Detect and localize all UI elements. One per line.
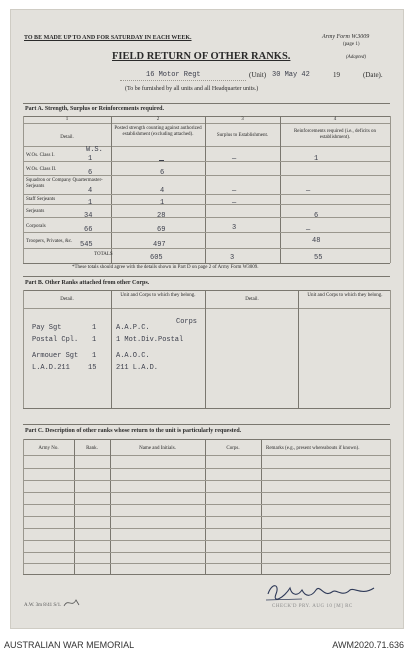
entry-unit-postal-cpl: 1 Mot.Div.Postal [116, 336, 184, 344]
corps-note: Corps [176, 318, 198, 326]
reinforcements-corporals: — [306, 226, 311, 234]
row-label-troopers: Troopers, Privates, &c. [26, 239, 73, 244]
entry-detail-postal-cpl: Postal Cpl. [32, 336, 79, 344]
row-label-staff-sjt: Staff Serjeants [26, 197, 56, 202]
form-subtitle: (To be furnished by all units and all Headquarter units.) [125, 86, 259, 92]
reinforcements-cqms: — [306, 187, 311, 195]
date-year: 19 [333, 71, 340, 79]
posted-value-troopers: 545 [80, 241, 93, 249]
col-header-detail: Detail. [60, 135, 74, 140]
posted-value-wo2: 6 [88, 169, 93, 177]
reinforcements-wo1: 1 [314, 155, 319, 163]
totals-note: *These totals should agree with the details shown in Part D on page 2 of Army Form W3009. [72, 265, 259, 270]
form-page: (page 1) [343, 42, 360, 47]
strength-troopers: 497 [153, 241, 166, 249]
entry-count-lad: 15 [88, 364, 97, 372]
unit-label: (Unit) [249, 71, 267, 79]
check-stamp: CHECK'D PRY. AUG 10 [M] RC [272, 604, 353, 609]
surplus-wo1: — [232, 155, 237, 163]
footer-accession: AWM2020.71.636 [332, 640, 404, 650]
posted-value-corporals: 66 [84, 226, 93, 234]
part-c-col-army-no: Army No. [38, 446, 59, 451]
totals-reinforcements: 55 [314, 254, 323, 262]
totals-surplus: 3 [230, 254, 235, 262]
entry-unit-pay-sgt: A.A.P.C. [116, 324, 150, 332]
posted-value-serjeants: 34 [84, 212, 93, 220]
strength-wo2: 6 [160, 169, 165, 177]
col-number-2: 2 [156, 117, 160, 122]
part-c-col-name: Name and Initials. [139, 446, 176, 451]
surplus-corporals: 3 [232, 224, 237, 232]
strength-cqms: 4 [160, 187, 165, 195]
date-value: 30 May 42 [272, 71, 310, 79]
row-label-corporals: Corporals [26, 224, 46, 229]
entry-detail-armourer: Armouer Sgt [32, 352, 79, 360]
row-label-wo1: W.Os. Class I. [26, 153, 55, 158]
part-a-heading: Part A. Strength, Surplus or Reinforcements required. [25, 106, 164, 112]
row-label-serjeants: Serjeants [26, 209, 45, 214]
part-c-col-rank: Rank. [86, 446, 98, 451]
signature [262, 578, 382, 604]
posted-value-wo1: 1 [88, 155, 93, 163]
entry-detail-pay-sgt: Pay Sgt [32, 324, 62, 332]
col-header-surplus: Surplus to Establishment. [216, 133, 269, 138]
row-label-wo2: W.Os. Class II. [26, 167, 57, 172]
surplus-staff-sjt: — [232, 199, 237, 207]
part-b-col-unit-2: Unit and Corps to which they belong. [307, 293, 383, 298]
entry-unit-armourer: A.A.O.C. [116, 352, 150, 360]
strength-serjeants: 28 [157, 212, 166, 220]
footer-institution: AUSTRALIAN WAR MEMORIAL [4, 640, 135, 650]
totals-strength: 605 [150, 254, 163, 262]
surplus-cqms: — [232, 187, 237, 195]
part-c-heading: Part C. Description of other ranks whose return to the unit is particularly requested. [25, 428, 242, 434]
form-title: FIELD RETURN OF OTHER RANKS. [112, 51, 291, 62]
instruction-text: TO BE MADE UP TO AND FOR SATURDAY IN EACH WEEK. [24, 35, 192, 41]
entry-count-postal-cpl: 1 [92, 336, 97, 344]
totals-label: TOTALS [94, 252, 113, 257]
unit-value: 16 Motor Regt [146, 71, 201, 79]
entry-detail-lad: L.A.D.211 [32, 364, 70, 372]
strength-corporals: 69 [157, 226, 166, 234]
strength-staff-sjt: 1 [160, 199, 165, 207]
reinforcements-troopers: 48 [312, 237, 321, 245]
posted-value-cqms: 4 [88, 187, 93, 195]
form-reference: Army Form W.3009 [322, 34, 370, 40]
col-header-reinforcements: Reinforcements required (i.e., deficits on establishment). [293, 129, 377, 140]
part-c-col-corps: Corps. [226, 446, 240, 451]
posted-value-staff-sjt: 1 [88, 199, 93, 207]
part-b-col-detail-2: Detail. [245, 297, 259, 302]
part-b-col-unit-1: Unit and Corps to which they belong. [120, 293, 196, 298]
entry-unit-lad: 211 L.A.D. [116, 364, 159, 372]
part-b-col-detail-1: Detail. [60, 297, 74, 302]
col-number-1: 1 [65, 117, 69, 122]
date-label: (Date). [363, 71, 383, 79]
form-adapted: (Adapted) [346, 55, 366, 60]
printer-note: A.W. 3m 8/41 S/1. [24, 603, 62, 608]
entry-count-pay-sgt: 1 [92, 324, 97, 332]
row-label-cqms: Squadron or Company Quartermaster-Serjeants [26, 178, 103, 189]
col-number-4: 4 [333, 117, 337, 122]
initials-mark [62, 596, 82, 610]
part-c-col-remarks: Remarks (e.g., present whereabouts if known). [266, 446, 360, 451]
reinforcements-serjeants: 6 [314, 212, 319, 220]
part-b-heading: Part B. Other Ranks attached from other Corps. [25, 280, 150, 286]
entry-count-armourer: 1 [92, 352, 97, 360]
ws-note: W.S. [86, 146, 103, 154]
col-header-posted: Posted strength counting against authorized establishment (excluding attached). [114, 126, 202, 137]
col-number-3: 3 [241, 117, 244, 122]
